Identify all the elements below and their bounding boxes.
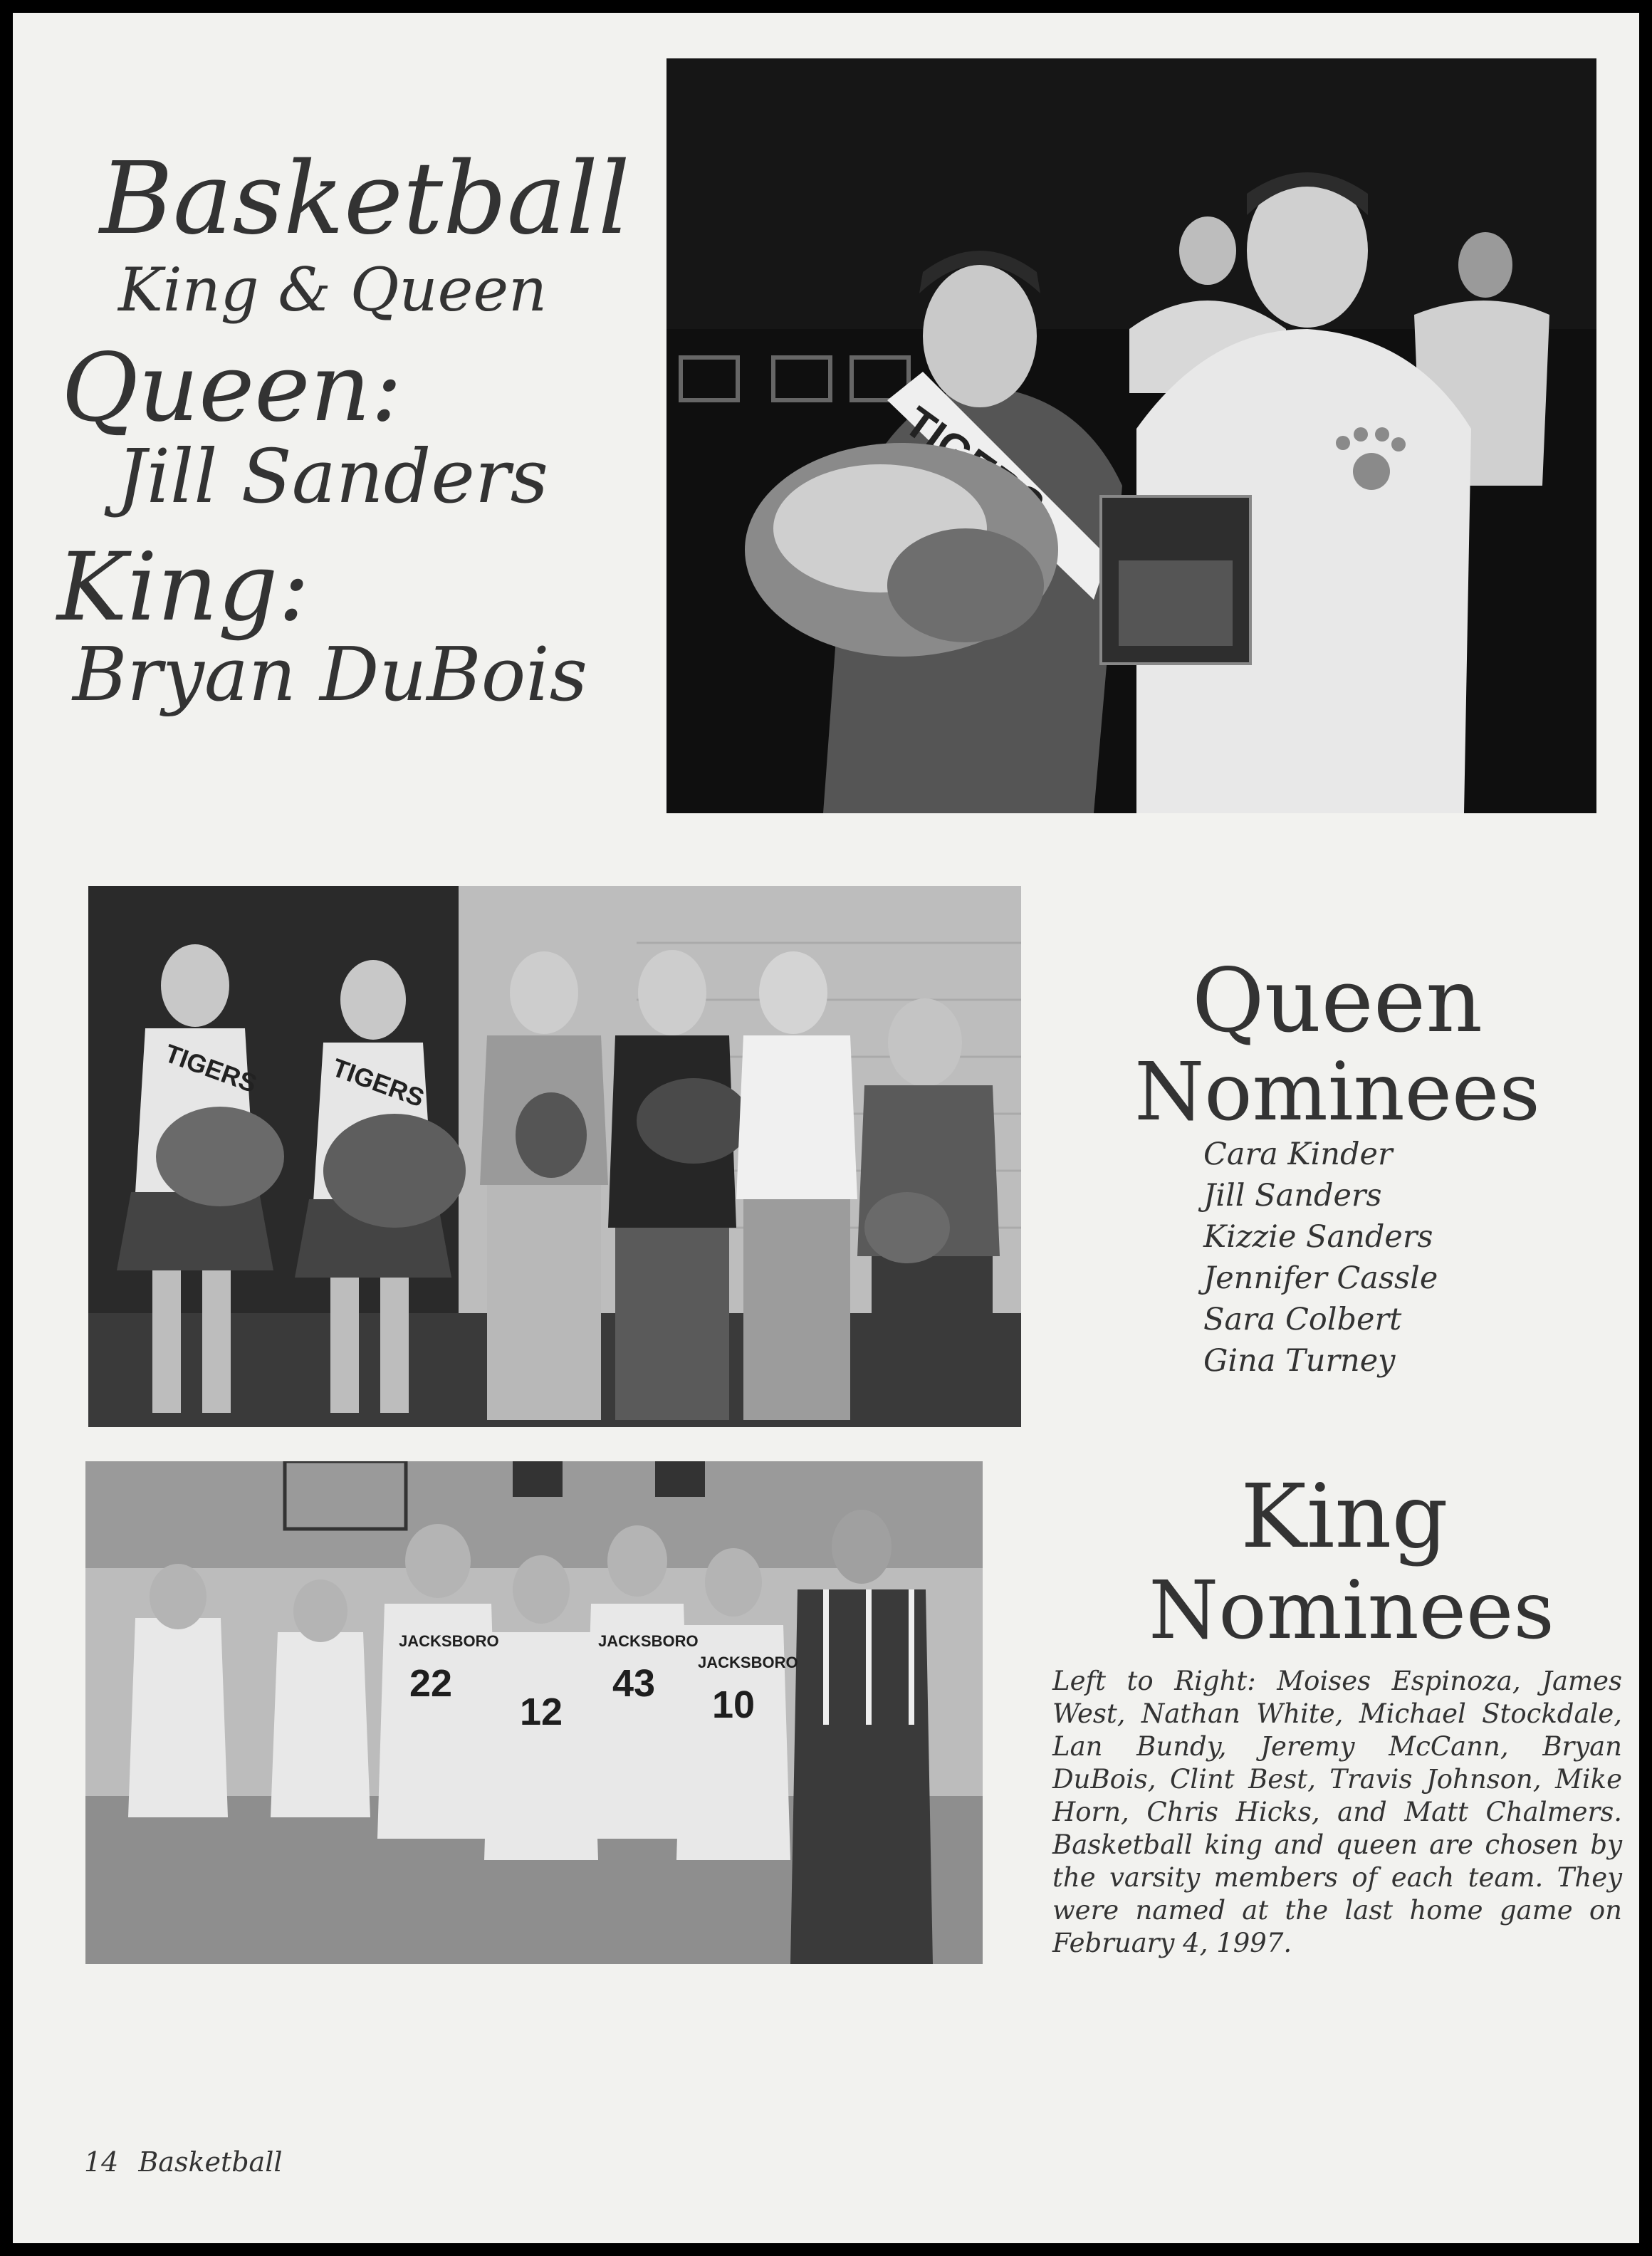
king-label: King: — [57, 533, 310, 642]
list-item: Cara Kinder — [1203, 1137, 1393, 1172]
sash-text-2: TIGERS — [161, 1038, 261, 1099]
king-nominees-photo — [85, 1461, 983, 1964]
list-item: Jill Sanders — [1203, 1178, 1382, 1213]
page-footer — [84, 2146, 303, 2178]
sash-text-3: TIGERS — [328, 1052, 429, 1113]
list-item: Jennifer Cassle — [1203, 1260, 1438, 1296]
king-nominees-heading-line1: King — [1240, 1466, 1448, 1568]
queen-label: Queen: — [61, 333, 402, 443]
list-item: Gina Turney — [1203, 1343, 1396, 1379]
jersey-number-22: 22 — [409, 1662, 453, 1705]
title-basketball: Basketball — [100, 141, 630, 257]
title-king-queen: King & Queen — [118, 255, 548, 325]
jersey-team: JACKSBORO — [598, 1632, 699, 1650]
yearbook-page — [13, 13, 1639, 2243]
king-nominees-heading-line2: Nominees — [1149, 1565, 1554, 1657]
list-item: Kizzie Sanders — [1203, 1219, 1433, 1255]
list-item: Sara Colbert — [1203, 1302, 1402, 1337]
king-name: Bryan DuBois — [73, 631, 587, 718]
king-queen-photo — [666, 58, 1596, 813]
queen-nominees-photo — [88, 886, 1021, 1427]
queen-nominees-heading-line2: Nominees — [1134, 1046, 1540, 1139]
page-number: 14 — [84, 2146, 119, 2178]
queen-nominees-list — [1203, 1134, 1438, 1382]
section-name: Basketball — [138, 2146, 283, 2178]
jersey-team: JACKSBORO — [399, 1632, 499, 1650]
jersey-number-10: 10 — [712, 1683, 756, 1726]
jersey-team: JACKSBORO — [698, 1654, 798, 1671]
queen-name: Jill Sanders — [117, 433, 548, 520]
queen-nominees-heading-line1: Queen — [1191, 950, 1483, 1053]
jersey-number-43: 43 — [612, 1662, 656, 1705]
jersey-number-12: 12 — [520, 1691, 563, 1733]
king-nominees-caption: Left to Right: Moises Espinoza, James West, Nathan White, Michael Stockdale, Lan Bundy, Jeremy McCann, Bryan DuBois, Clint Best, Travis Johnson, Mike Horn, Chris Hicks, and Matt Chalmers. Basketball king and queen are chosen by the varsity members of each team. They were named at the last home game on February 4, 1997. — [1052, 1666, 1622, 1958]
